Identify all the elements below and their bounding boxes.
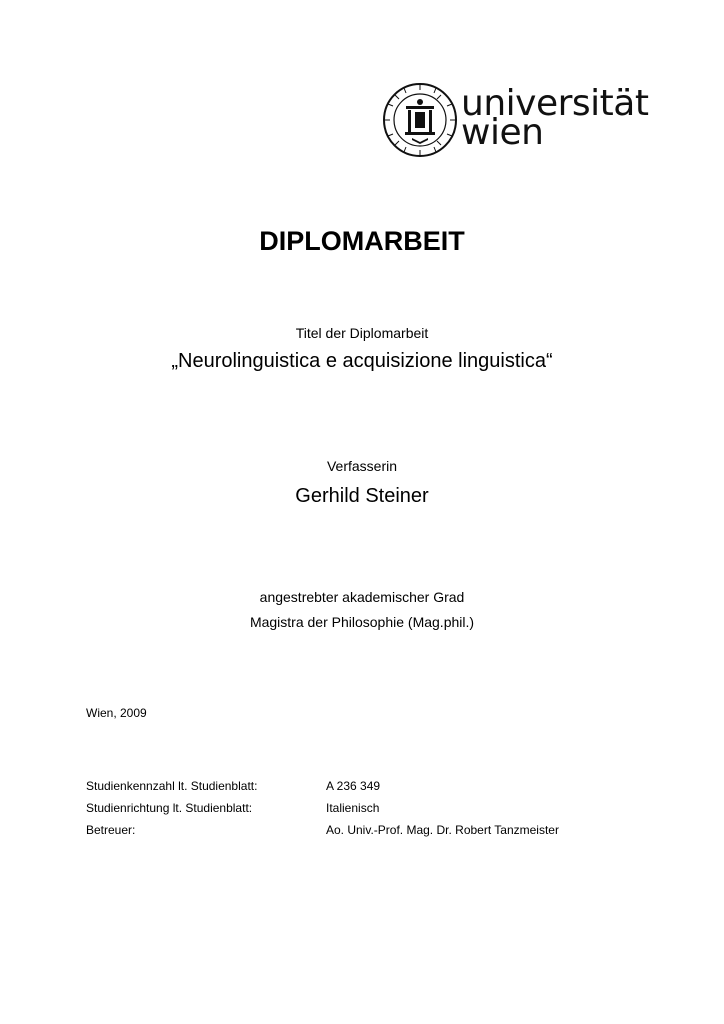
place-date: Wien, 2009 [86, 706, 147, 720]
study-info-row [86, 775, 559, 797]
study-code-value: A 236 349 [326, 779, 381, 793]
degree-label: angestrebter akademischer Grad [259, 589, 465, 605]
study-field-label: Studienrichtung lt. Studienblatt: [86, 801, 253, 815]
document-type-heading: DIPLOMARBEIT [259, 226, 465, 256]
supervisor-value: Ao. Univ.-Prof. Mag. Dr. Robert Tanzmeister [326, 823, 559, 837]
thesis-title-label: Titel der Diplomarbeit [295, 325, 429, 341]
degree-name: Magistra der Philosophie (Mag.phil.) [249, 614, 475, 630]
study-code-label: Studienkennzahl lt. Studienblatt: [86, 779, 258, 793]
university-logo [382, 82, 649, 162]
logo-wordmark-line2: wien [461, 112, 544, 153]
study-field-value: Italienisch [326, 801, 380, 815]
university-seal-icon [382, 82, 460, 162]
thesis-title: „Neurolinguistica e acquisizione linguistica“ [171, 350, 553, 372]
study-info-row [86, 819, 559, 841]
logo-wordmark-line1: universität [461, 83, 649, 124]
author-name: Gerhild Steiner [295, 485, 429, 507]
author-label: Verfasserin [326, 458, 398, 474]
supervisor-label: Betreuer: [86, 823, 136, 837]
study-info-row [86, 797, 559, 819]
study-info-table [86, 775, 559, 841]
